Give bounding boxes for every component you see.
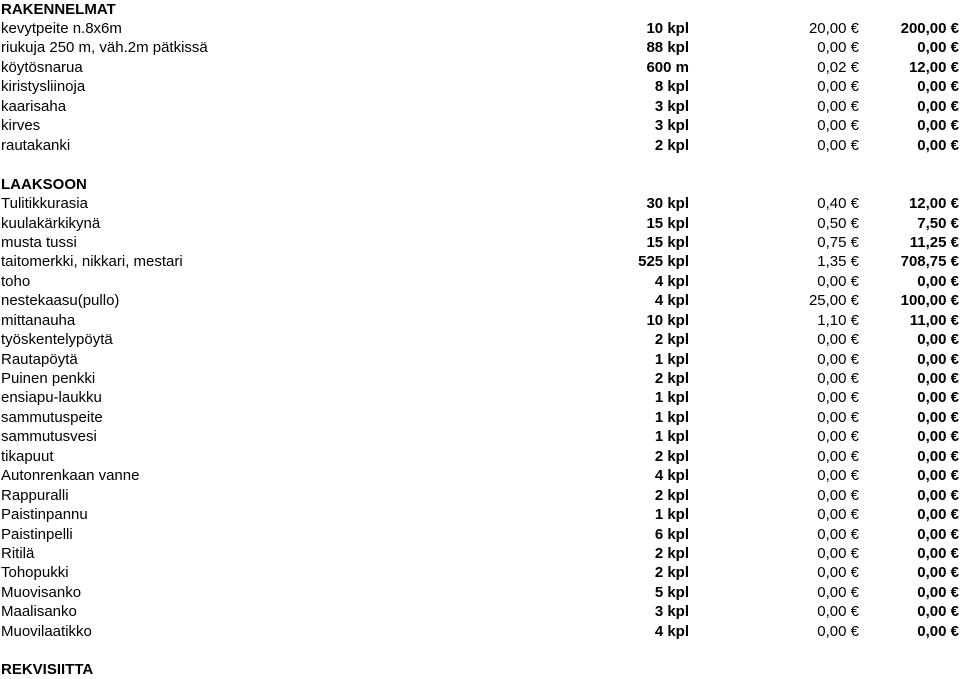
item-total: 11,00 € (909, 311, 959, 329)
item-name: Autonrenkaan vanne (1, 467, 140, 485)
item-total: 0,00 € (917, 389, 959, 407)
item-row (0, 388, 960, 407)
item-row (0, 427, 960, 446)
item-quantity: 2 kpl (654, 136, 689, 154)
item-unit-price: 0,00 € (817, 544, 859, 562)
item-name: musta tussi (1, 233, 77, 251)
item-row (0, 505, 960, 524)
item-unit-price: 0,00 € (817, 525, 859, 543)
item-row (0, 77, 960, 96)
item-name: työskentelypöytä (1, 331, 113, 349)
item-row (0, 602, 960, 621)
item-quantity: 6 kpl (654, 525, 689, 543)
item-unit-price: 0,00 € (817, 272, 859, 290)
item-quantity: 4 kpl (654, 467, 689, 485)
item-row (0, 291, 960, 310)
item-total: 0,00 € (917, 117, 959, 135)
item-total: 0,00 € (917, 467, 959, 485)
item-row (0, 447, 960, 466)
item-row (0, 563, 960, 582)
item-quantity: 1 kpl (654, 350, 689, 368)
item-total: 0,00 € (917, 428, 959, 446)
item-name: Paistinpelli (1, 525, 73, 543)
item-quantity: 15 kpl (646, 214, 689, 232)
item-row (0, 311, 960, 330)
item-quantity: 1 kpl (654, 506, 689, 524)
item-total: 0,00 € (917, 408, 959, 426)
item-quantity: 3 kpl (654, 97, 689, 115)
item-quantity: 10 kpl (646, 311, 689, 329)
item-name: Muovisanko (1, 583, 82, 601)
item-row (0, 525, 960, 544)
item-name: Ritilä (1, 544, 35, 562)
item-row (0, 466, 960, 485)
item-row (0, 544, 960, 563)
item-total: 0,00 € (917, 39, 959, 57)
item-unit-price: 0,00 € (817, 506, 859, 524)
item-total: 0,00 € (917, 350, 959, 368)
item-unit-price: 0,00 € (817, 331, 859, 349)
item-unit-price: 0,00 € (817, 97, 859, 115)
item-quantity: 8 kpl (654, 78, 689, 96)
item-total: 0,00 € (917, 506, 959, 524)
item-total: 100,00 € (900, 292, 959, 310)
item-total: 0,00 € (917, 370, 959, 387)
item-total: 0,00 € (917, 525, 959, 543)
item-row (0, 214, 960, 233)
item-row (0, 97, 960, 116)
item-unit-price: 1,35 € (817, 253, 859, 271)
item-row (0, 622, 960, 641)
item-quantity: 2 kpl (654, 331, 689, 349)
item-total: 0,00 € (917, 97, 959, 115)
item-row (0, 58, 960, 77)
item-unit-price: 0,02 € (817, 58, 859, 76)
item-total: 7,50 € (917, 214, 959, 232)
item-name: ensiapu-laukku (1, 389, 102, 407)
item-name: kirves (1, 117, 41, 135)
item-row (0, 350, 960, 369)
item-quantity: 2 kpl (654, 447, 689, 465)
item-name: taitomerkki, nikkari, mestari (1, 253, 183, 271)
item-name: rautakanki (1, 136, 71, 154)
item-name: Rappuralli (1, 486, 69, 504)
item-unit-price: 20,00 € (808, 20, 859, 37)
item-unit-price: 0,00 € (817, 78, 859, 96)
item-unit-price: 0,00 € (817, 467, 859, 485)
item-unit-price: 0,00 € (817, 603, 859, 621)
item-unit-price: 1,10 € (817, 311, 859, 329)
item-quantity: 525 kpl (638, 253, 689, 271)
item-total: 0,00 € (917, 447, 959, 465)
item-total: 708,75 € (900, 253, 959, 271)
item-unit-price: 0,00 € (817, 389, 859, 407)
item-quantity: 4 kpl (654, 292, 689, 310)
item-row (0, 233, 960, 252)
item-unit-price: 0,75 € (817, 233, 859, 251)
item-name: kuulakärkikynä (1, 214, 101, 232)
item-quantity: 30 kpl (646, 195, 689, 213)
item-name: riukuja 250 m, väh.2m pätkissä (1, 39, 208, 57)
item-row (0, 19, 960, 38)
item-quantity: 5 kpl (654, 583, 689, 601)
item-total: 200,00 € (900, 20, 959, 37)
item-name: kaarisaha (1, 97, 67, 115)
item-name: Tohopukki (1, 564, 69, 582)
section-title: RAKENNELMAT (1, 1, 116, 18)
item-name: Paistinpannu (1, 506, 88, 524)
item-name: kevytpeite n.8x6m (1, 20, 122, 37)
item-unit-price: 0,00 € (817, 370, 859, 387)
item-quantity: 1 kpl (654, 389, 689, 407)
item-unit-price: 0,50 € (817, 214, 859, 232)
item-row (0, 272, 960, 291)
item-name: Muovilaatikko (1, 622, 92, 640)
item-total: 12,00 € (908, 195, 959, 213)
item-name: tikapuut (1, 447, 54, 465)
item-row (0, 136, 960, 155)
item-name: mittanauha (1, 311, 76, 329)
item-unit-price: 0,00 € (817, 428, 859, 446)
item-total: 0,00 € (917, 544, 959, 562)
item-unit-price: 0,00 € (817, 622, 859, 640)
item-quantity: 2 kpl (654, 370, 689, 387)
item-unit-price: 0,00 € (817, 350, 859, 368)
item-quantity: 1 kpl (654, 428, 689, 446)
item-row (0, 252, 960, 271)
item-row (0, 116, 960, 135)
item-row (0, 408, 960, 427)
item-total: 0,00 € (917, 603, 959, 621)
item-quantity: 2 kpl (654, 486, 689, 504)
item-unit-price: 0,00 € (817, 117, 859, 135)
item-total: 0,00 € (917, 78, 959, 96)
item-unit-price: 0,00 € (817, 39, 859, 57)
item-row (0, 583, 960, 602)
item-total: 0,00 € (917, 272, 959, 290)
item-quantity: 3 kpl (654, 603, 689, 621)
item-total: 0,00 € (917, 136, 959, 154)
item-row (0, 194, 960, 213)
section-spacer (0, 155, 960, 175)
item-total: 0,00 € (917, 583, 959, 601)
item-quantity: 3 kpl (654, 117, 689, 135)
item-name: Maalisanko (1, 603, 77, 621)
item-row (0, 369, 960, 388)
item-name: sammutuspeite (1, 408, 103, 426)
item-total: 0,00 € (917, 564, 959, 582)
item-name: nestekaasu(pullo) (1, 292, 120, 310)
item-total: 0,00 € (917, 331, 959, 349)
item-quantity: 2 kpl (654, 544, 689, 562)
item-quantity: 2 kpl (654, 564, 689, 582)
item-unit-price: 25,00 € (808, 292, 859, 310)
item-quantity: 1 kpl (654, 408, 689, 426)
item-unit-price: 0,00 € (817, 447, 859, 465)
item-row (0, 486, 960, 505)
item-total: 12,00 € (908, 58, 959, 76)
item-quantity: 88 kpl (646, 39, 689, 57)
item-unit-price: 0,00 € (817, 486, 859, 504)
item-unit-price: 0,00 € (817, 408, 859, 426)
item-total: 0,00 € (917, 622, 959, 640)
item-unit-price: 0,00 € (817, 583, 859, 601)
item-quantity: 15 kpl (646, 233, 689, 251)
item-quantity: 4 kpl (654, 272, 689, 290)
item-unit-price: 0,00 € (817, 136, 859, 154)
item-name: sammutusvesi (1, 428, 97, 446)
item-name: toho (1, 272, 31, 290)
item-row (0, 330, 960, 349)
item-name: Puinen penkki (1, 370, 96, 387)
item-quantity: 4 kpl (654, 622, 689, 640)
item-row (0, 38, 960, 57)
item-name: kiristysliinoja (1, 78, 86, 96)
item-name: köytösnarua (1, 58, 83, 76)
section-title: LAAKSOON (1, 176, 87, 194)
item-total: 0,00 € (917, 486, 959, 504)
section-spacer (0, 641, 960, 660)
item-name: Tulitikkurasia (1, 195, 88, 213)
item-quantity: 600 m (646, 58, 689, 76)
item-unit-price: 0,00 € (817, 564, 859, 582)
section-title: REKVISIITTA (1, 661, 94, 679)
item-name: Rautapöytä (1, 350, 78, 368)
item-total: 11,25 € (909, 233, 959, 251)
item-quantity: 10 kpl (646, 20, 689, 37)
item-unit-price: 0,40 € (817, 195, 859, 213)
